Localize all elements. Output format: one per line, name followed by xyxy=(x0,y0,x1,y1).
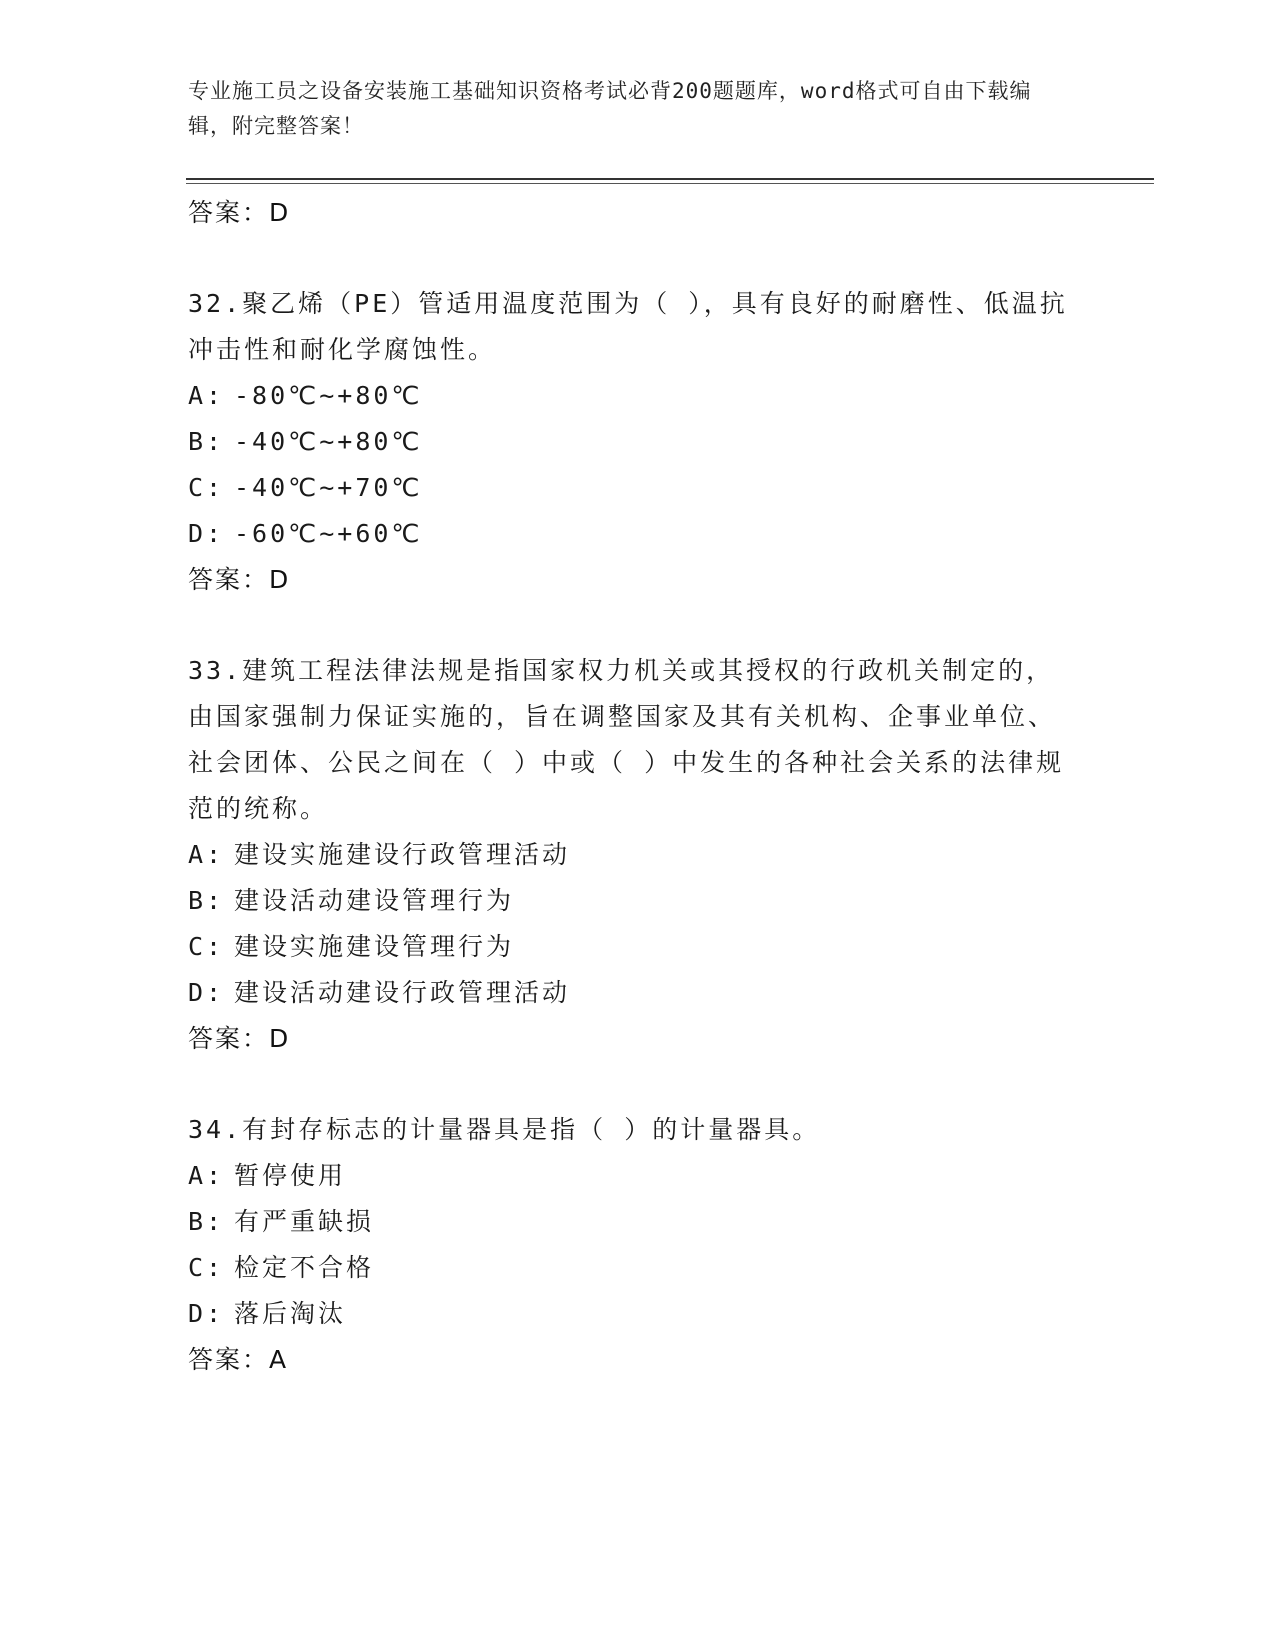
option-c xyxy=(188,1245,1068,1291)
option-a xyxy=(188,1153,1068,1199)
option-d xyxy=(188,1291,1068,1337)
option-c xyxy=(188,924,1068,970)
option-letter: C: xyxy=(188,473,225,502)
option-letter: C: xyxy=(188,932,225,961)
spacer xyxy=(188,1062,1068,1107)
option-letter: D: xyxy=(188,519,225,548)
option-text: 有严重缺损 xyxy=(234,1207,375,1236)
option-a xyxy=(188,373,1068,419)
option-letter: B: xyxy=(188,1207,225,1236)
option-letter: C: xyxy=(188,1253,225,1282)
option-letter: D: xyxy=(188,978,225,1007)
option-text: -40℃~+70℃ xyxy=(234,473,423,502)
option-b xyxy=(188,878,1068,924)
question-33 xyxy=(188,648,1068,1062)
option-letter: A: xyxy=(188,840,225,869)
option-letter: A: xyxy=(188,1161,225,1190)
option-c xyxy=(188,465,1068,511)
question-34 xyxy=(188,1107,1068,1383)
option-text: 落后淘汰 xyxy=(234,1299,347,1328)
option-letter: D: xyxy=(188,1299,225,1328)
spacer xyxy=(188,603,1068,648)
spacer xyxy=(188,236,1068,281)
question-stem: 34.有封存标志的计量器具是指（ ）的计量器具。 xyxy=(188,1115,821,1144)
option-text: 建设实施建设管理行为 xyxy=(234,932,515,961)
option-text: 建设活动建设管理行为 xyxy=(234,886,515,915)
option-b xyxy=(188,1199,1068,1245)
option-letter: B: xyxy=(188,427,225,456)
header-divider xyxy=(186,178,1154,182)
question-32 xyxy=(188,281,1068,603)
answer-line: 答案：A xyxy=(188,1345,289,1374)
option-text: 建设实施建设行政管理活动 xyxy=(234,840,571,869)
option-text: 暂停使用 xyxy=(234,1161,347,1190)
option-text: 检定不合格 xyxy=(234,1253,375,1282)
option-a xyxy=(188,832,1068,878)
previous-answer: 答案：D xyxy=(188,198,291,227)
option-d xyxy=(188,970,1068,1016)
option-letter: B: xyxy=(188,886,225,915)
page-header: 专业施工员之设备安装施工基础知识资格考试必背200题题库，word格式可自由下载编辑，附完整答案！ xyxy=(188,79,1032,138)
option-text: -40℃~+80℃ xyxy=(234,427,423,456)
option-text: -60℃~+60℃ xyxy=(234,519,423,548)
option-text: -80℃~+80℃ xyxy=(234,381,423,410)
option-text: 建设活动建设行政管理活动 xyxy=(234,978,571,1007)
option-d xyxy=(188,511,1068,557)
option-b xyxy=(188,419,1068,465)
question-stem: 33.建筑工程法律法规是指国家权力机关或其授权的行政机关制定的，由国家强制力保证实施的，旨在调整国家及其有关机构、企事业单位、社会团体、公民之间在（ ）中或（ ）中发生的各种社会关系的法律规范的统称。 xyxy=(188,656,1065,823)
question-stem: 32.聚乙烯（PE）管适用温度范围为（ ），具有良好的耐磨性、低温抗冲击性和耐化学腐蚀性。 xyxy=(188,289,1068,364)
answer-line: 答案：D xyxy=(188,565,291,594)
document-body xyxy=(188,190,1068,1383)
answer-line: 答案：D xyxy=(188,1024,291,1053)
option-letter: A: xyxy=(188,381,225,410)
